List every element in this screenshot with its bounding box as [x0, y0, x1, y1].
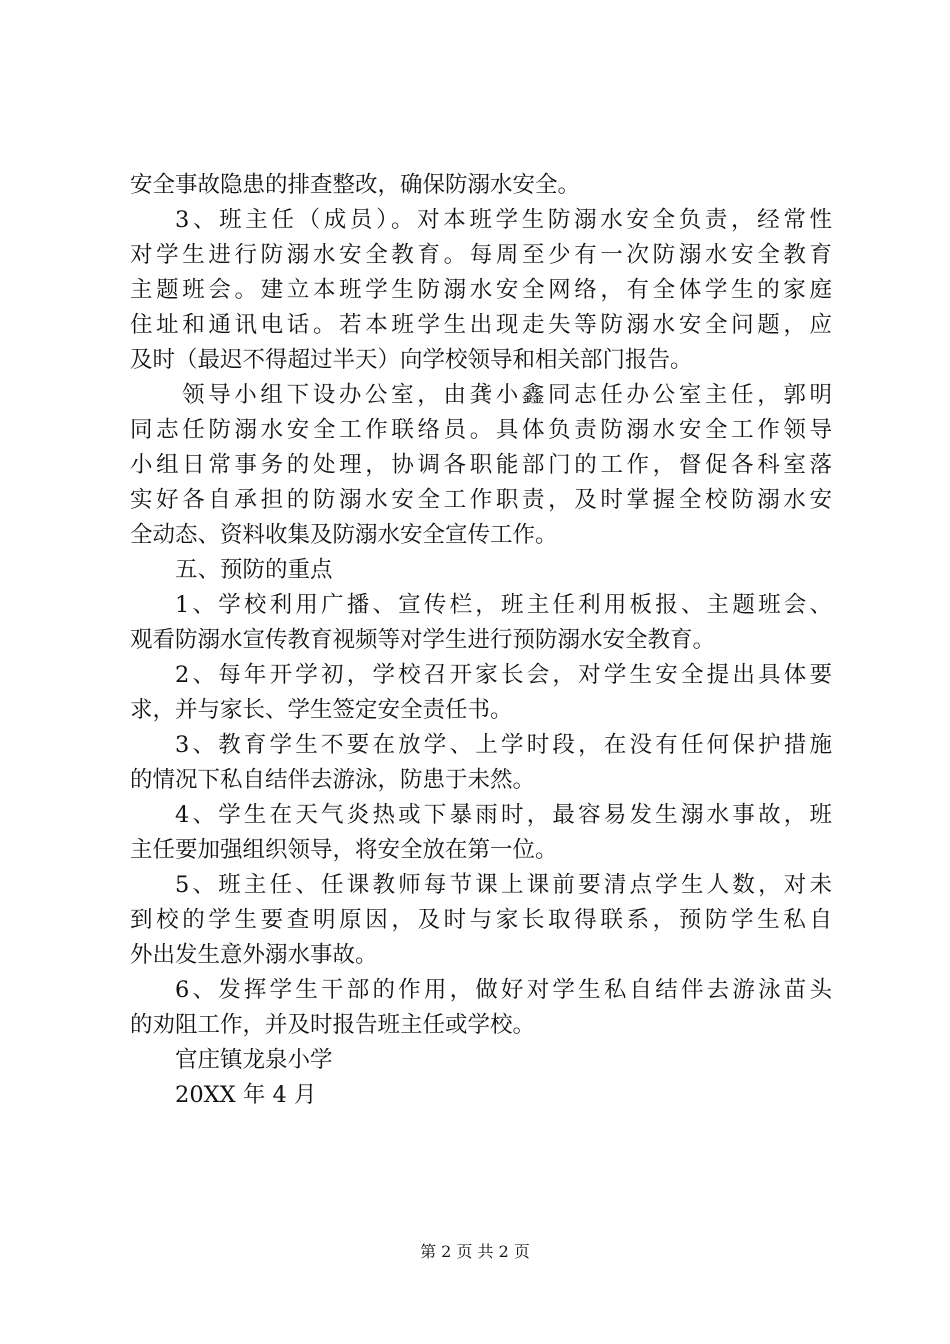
text-line: 及时（最迟不得超过半天）向学校领导和相关部门报告。 [130, 347, 693, 373]
text-line: 小组日常事务的处理，协调各职能部门的工作，督促各科室落 [130, 452, 832, 478]
text-line: 领导小组下设办公室，由龚小鑫同志任办公室主任，郭明 [182, 382, 832, 408]
text-line: 外出发生意外溺水事故。 [130, 942, 378, 968]
text-line: 求，并与家长、学生签定安全责任书。 [130, 697, 513, 723]
section-heading: 五、预防的重点 [175, 557, 333, 583]
text-line: 实好各自承担的防溺水安全工作职责，及时掌握全校防溺水安 [130, 487, 832, 513]
text-line: 的情况下私自结伴去游泳，防患于未然。 [130, 767, 536, 793]
text-line: 住址和通讯电话。若本班学生出现走失等防溺水安全问题，应 [130, 312, 832, 338]
text-line: 观看防溺水宣传教育视频等对学生进行预防溺水安全教育。 [130, 627, 716, 653]
text-line: 主任要加强组织领导，将安全放在第一位。 [130, 837, 558, 863]
text-line: 到校的学生要查明原因，及时与家长取得联系，预防学生私自 [130, 907, 832, 933]
text-line: 6、发挥学生干部的作用，做好对学生私自结伴去游泳苗头 [175, 977, 832, 1003]
page-number: 第 2 页 共 2 页 [420, 1242, 530, 1261]
text-line: 5、班主任、任课教师每节课上课前要清点学生人数，对未 [175, 872, 832, 898]
text-line: 安全事故隐患的排查整改，确保防溺水安全。 [130, 172, 581, 198]
page-footer [0, 1240, 950, 1264]
document-body [130, 168, 832, 1113]
text-line: 主题班会。建立本班学生防溺水安全网络，有全体学生的家庭 [130, 277, 832, 303]
signature-date: 20XX 年 4 月 [175, 1082, 317, 1108]
text-line: 同志任防溺水安全工作联络员。具体负责防溺水安全工作领导 [130, 417, 832, 443]
text-line: 1、学校利用广播、宣传栏，班主任利用板报、主题班会、 [175, 592, 832, 618]
text-line: 2、每年开学初，学校召开家长会，对学生安全提出具体要 [175, 662, 832, 688]
text-line: 4、学生在天气炎热或下暴雨时，最容易发生溺水事故，班 [175, 802, 832, 828]
text-line: 全动态、资料收集及防溺水安全宣传工作。 [130, 522, 558, 548]
text-line: 3、教育学生不要在放学、上学时段，在没有任何保护措施 [175, 732, 832, 758]
text-line: 3、班主任（成员）。对本班学生防溺水安全负责，经常性 [175, 207, 832, 233]
signature-school: 官庄镇龙泉小学 [175, 1047, 333, 1073]
text-line: 对学生进行防溺水安全教育。每周至少有一次防溺水安全教育 [130, 242, 832, 268]
text-line: 的劝阻工作，并及时报告班主任或学校。 [130, 1012, 536, 1038]
